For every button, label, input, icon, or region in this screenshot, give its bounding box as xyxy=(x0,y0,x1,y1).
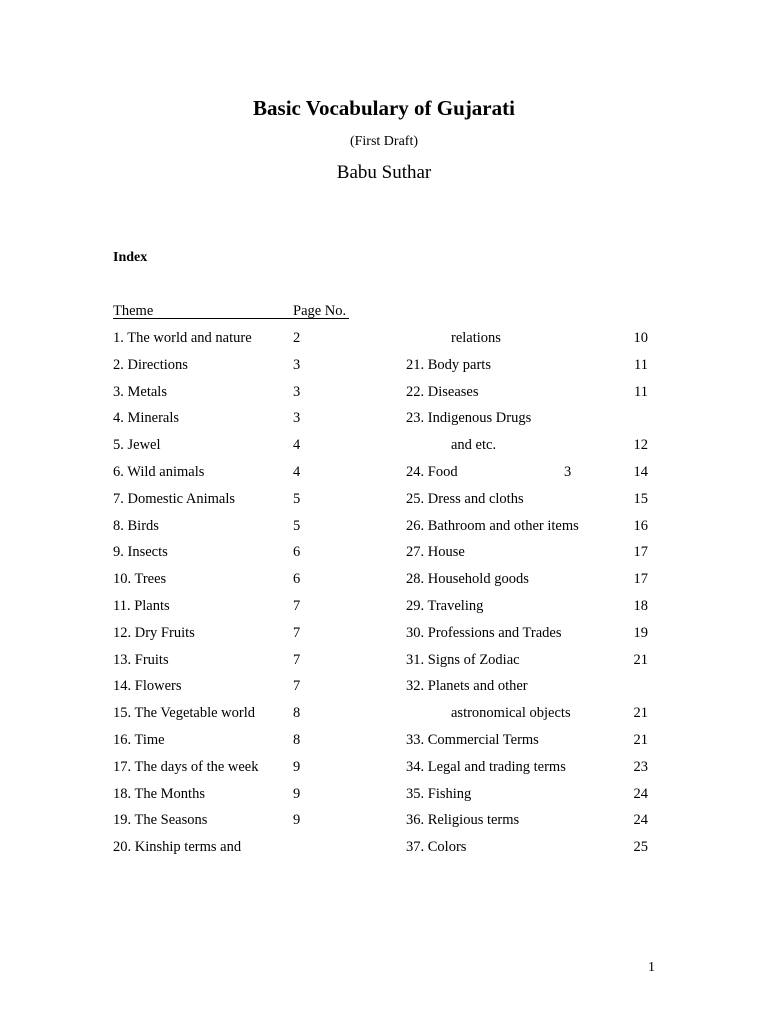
index-entry-label: 30. Professions and Trades xyxy=(406,624,562,641)
index-entry-label: 11. Plants xyxy=(113,598,170,614)
index-entry-label: 34. Legal and trading terms xyxy=(406,758,566,775)
index-entry xyxy=(113,810,373,830)
index-entry-page: 7 xyxy=(293,651,301,668)
index-entry xyxy=(406,596,651,616)
index-entry xyxy=(113,435,373,455)
document-title: Basic Vocabulary of Gujarati xyxy=(253,96,515,120)
index-entry-page: 2 xyxy=(293,330,301,346)
index-entry-page: 18 xyxy=(633,598,648,614)
index-entry-label: 28. Household goods xyxy=(406,571,529,588)
index-entry xyxy=(406,328,651,348)
index-entry-label: 21. Body parts xyxy=(406,356,491,373)
index-entry xyxy=(406,837,651,857)
index-entry-label: 5. Jewel xyxy=(113,437,161,454)
page-column-header: Page No. xyxy=(293,303,347,319)
index-entry-label: and etc. xyxy=(451,437,497,454)
index-entry xyxy=(113,703,373,723)
index-entry-page: 10 xyxy=(633,330,648,346)
index-entry xyxy=(406,784,651,804)
index-entry xyxy=(406,810,651,830)
index-heading: Index xyxy=(113,250,148,265)
index-entry xyxy=(406,355,651,375)
index-entry-label: 16. Time xyxy=(113,732,165,748)
index-entry-page: 25 xyxy=(633,839,648,856)
index-entry-page: 15 xyxy=(633,490,648,507)
index-entry xyxy=(406,569,651,589)
index-entry-label: 9. Insects xyxy=(113,544,168,561)
index-entry xyxy=(113,650,373,670)
index-entry xyxy=(406,676,651,696)
index-entry-label: astronomical objects xyxy=(451,705,571,722)
index-entry xyxy=(113,569,373,589)
index-entry-page: 4 xyxy=(293,464,301,480)
index-entry-label: 7. Domestic Animals xyxy=(113,490,236,507)
index-entry xyxy=(113,542,373,562)
index-entry xyxy=(406,542,651,562)
index-entry xyxy=(113,408,373,428)
index-entry-page: 9 xyxy=(293,758,301,775)
index-entry-label: 2. Directions xyxy=(113,356,188,373)
index-entry-page: 11 xyxy=(634,356,648,373)
index-entry-page: 8 xyxy=(293,705,301,722)
index-entry-label: 12. Dry Fruits xyxy=(113,624,195,641)
index-entry xyxy=(113,757,373,777)
index-entry-page: 11 xyxy=(634,383,648,400)
index-entry-label: 31. Signs of Zodiac xyxy=(406,651,520,668)
document-subtitle: (First Draft) xyxy=(349,134,419,149)
index-entry-page: 5 xyxy=(293,517,301,534)
index-entry xyxy=(113,623,373,643)
index-entry xyxy=(113,730,373,750)
index-entry-label: 3. Metals xyxy=(113,383,167,400)
index-entry-label: 18. The Months xyxy=(113,785,205,802)
page-number: 1 xyxy=(648,960,655,975)
theme-column-header: Theme xyxy=(113,303,154,319)
index-entry-label: 33. Commercial Terms xyxy=(406,732,539,748)
index-entry-page: 5 xyxy=(293,490,301,507)
index-entry-page: 3 xyxy=(293,383,301,400)
index-entry-page: 3 xyxy=(293,410,301,427)
index-entry xyxy=(406,703,651,723)
index-entry-page: 4 xyxy=(293,437,301,454)
index-entry-page: 8 xyxy=(293,732,301,748)
index-entry-page: 3 xyxy=(293,356,301,373)
index-entry-label: 37. Colors xyxy=(406,839,467,856)
index-entry-label: 25. Dress and cloths xyxy=(406,490,524,507)
index-entry-page: 6 xyxy=(293,571,301,588)
index-entry-page: 9 xyxy=(293,785,301,802)
index-entry-label: 15. The Vegetable world xyxy=(113,705,256,722)
index-entry-page: 7 xyxy=(293,678,301,695)
index-entry xyxy=(113,784,373,804)
index-entry-label: 13. Fruits xyxy=(113,651,169,668)
index-entry-label: 6. Wild animals xyxy=(113,464,205,480)
index-entry-label: 1. The world and nature xyxy=(113,330,252,346)
index-entry xyxy=(406,408,651,428)
index-entry-label: 17. The days of the week xyxy=(113,758,259,775)
index-entry xyxy=(406,435,651,455)
index-entry xyxy=(113,516,373,536)
index-entry xyxy=(113,382,373,402)
index-entry xyxy=(113,837,373,857)
index-entry-page: 14 xyxy=(633,464,648,480)
index-entry xyxy=(406,757,651,777)
index-entry-label: 20. Kinship terms and xyxy=(113,839,242,856)
index-entry-page: 17 xyxy=(633,571,648,588)
index-entry-page: 6 xyxy=(293,544,301,561)
index-entry-label: 29. Traveling xyxy=(406,598,484,614)
index-entry-extra: 3 xyxy=(564,464,572,480)
index-entry xyxy=(406,489,651,509)
index-entry-label: 35. Fishing xyxy=(406,785,472,802)
index-entry xyxy=(113,328,373,348)
index-entry-page: 16 xyxy=(633,517,648,534)
index-entry-page: 21 xyxy=(633,732,648,748)
index-column-header xyxy=(113,301,349,319)
index-entry-label: 22. Diseases xyxy=(406,383,479,400)
index-entry xyxy=(406,650,651,670)
index-entry-label: 14. Flowers xyxy=(113,678,182,695)
index-entry-label: 24. Food xyxy=(406,464,458,480)
index-entry-label: 32. Planets and other xyxy=(406,678,528,695)
index-entry-label: 36. Religious terms xyxy=(406,812,520,829)
index-entry-label: 26. Bathroom and other items xyxy=(406,517,579,534)
index-entry-label: 8. Birds xyxy=(113,517,159,534)
index-entry xyxy=(113,462,373,482)
index-entry xyxy=(113,676,373,696)
index-entry-label: 19. The Seasons xyxy=(113,812,208,829)
index-entry-page: 23 xyxy=(633,758,648,775)
index-entry-page: 12 xyxy=(633,437,648,454)
index-entry-page: 24 xyxy=(633,785,648,802)
index-entry-page: 9 xyxy=(293,812,301,829)
index-entry-page: 7 xyxy=(293,598,301,614)
index-entry-label: 23. Indigenous Drugs xyxy=(406,410,532,427)
document-author: Babu Suthar xyxy=(336,162,432,183)
index-entry-page: 17 xyxy=(633,544,648,561)
index-entry-page: 24 xyxy=(633,812,648,829)
index-entry xyxy=(406,730,651,750)
index-entry-page: 7 xyxy=(293,624,301,641)
index-entry xyxy=(113,596,373,616)
index-entry-label: 27. House xyxy=(406,544,465,561)
index-entry xyxy=(406,623,651,643)
index-entry xyxy=(113,489,373,509)
index-entry xyxy=(406,382,651,402)
index-entry-page: 19 xyxy=(633,624,648,641)
index-entry-page: 21 xyxy=(633,651,648,668)
index-entry-label: 4. Minerals xyxy=(113,410,180,427)
index-entry xyxy=(406,516,651,536)
index-entry-page: 21 xyxy=(633,705,648,722)
index-entry xyxy=(113,355,373,375)
index-entry xyxy=(406,462,651,482)
index-entry-label: 10. Trees xyxy=(113,571,167,588)
index-entry-label: relations xyxy=(451,330,501,346)
